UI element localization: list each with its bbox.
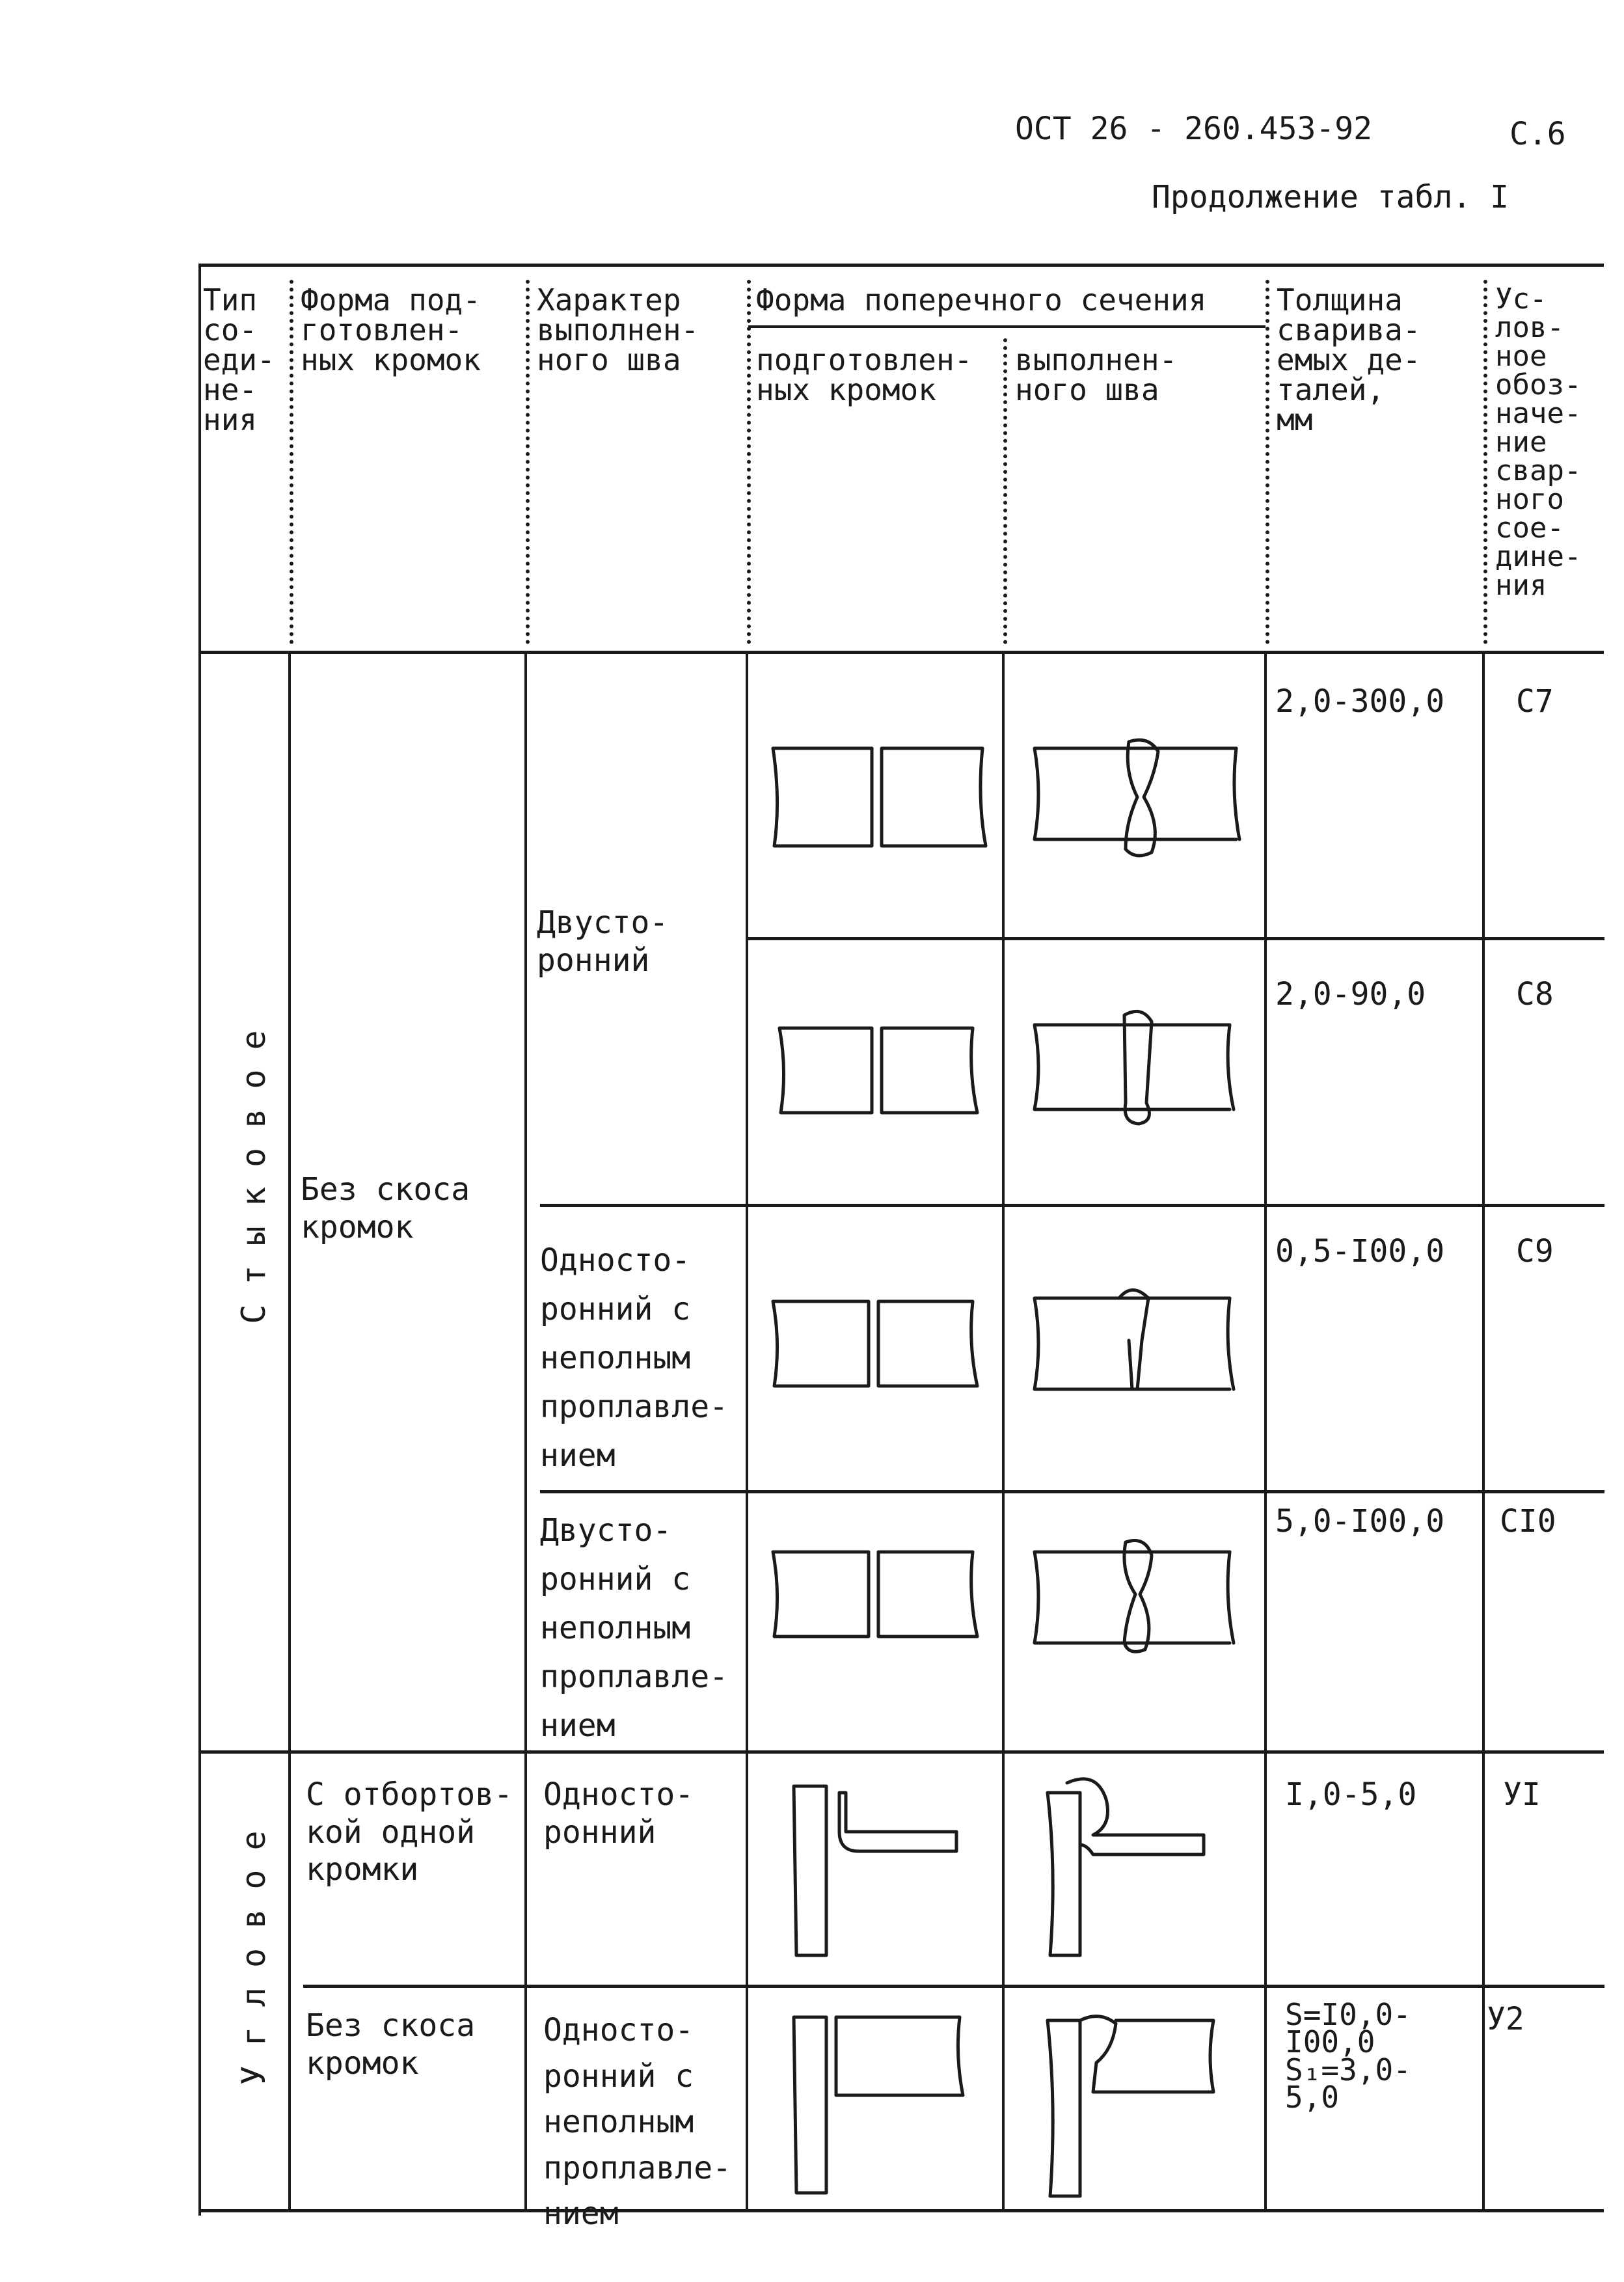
- weld-character-c7-c8: Двусто- ронний: [537, 904, 669, 979]
- designation-c9: С9: [1516, 1233, 1554, 1270]
- row-separator: [746, 937, 1604, 940]
- column-line: [524, 654, 527, 2212]
- weld-character-c10: Двусто- ронний с неполным проплавле- нием: [540, 1512, 728, 1744]
- column-line: [1482, 654, 1485, 2212]
- header-cross-section: Форма поперечного сечения: [756, 282, 1207, 318]
- designation-u2: У2: [1487, 2001, 1524, 2037]
- column-line: [1264, 654, 1267, 2212]
- header-designation: Ус- лов- ное обоз- наче- ние свар- ного сое- дине- ния: [1495, 282, 1582, 602]
- prepared-edges-sketch-u2: [787, 2011, 969, 2199]
- table-bottom-border: [198, 2209, 1604, 2212]
- header-separator: [747, 280, 751, 644]
- edge-form-corner: Без скоса кромок: [306, 2007, 476, 2082]
- row-separator: [540, 1204, 1604, 1207]
- column-line: [288, 654, 291, 2212]
- thickness-c8: 2,0-90,0: [1275, 976, 1426, 1012]
- completed-weld-sketch-c8: [1028, 1005, 1236, 1129]
- header-separator: [1483, 280, 1487, 644]
- header-separator: [1003, 338, 1007, 644]
- header-separator: [290, 280, 293, 644]
- prepared-edges-sketch-c8: [774, 1022, 982, 1119]
- completed-weld-sketch-u1: [1041, 1773, 1210, 1962]
- page-number: С.6: [1509, 116, 1566, 152]
- header-bottom-border: [198, 651, 1604, 654]
- completed-weld-sketch-c9: [1028, 1279, 1236, 1396]
- group-separator: [198, 1750, 1604, 1754]
- weld-character-c9: Односто- ронний с неполным проплавле- нием: [540, 1242, 728, 1474]
- edge-form-butt: Без скоса кромок: [301, 1171, 470, 1245]
- thickness-u2: S=I0,0- I00,0 S₁=3,0- 5,0: [1285, 1997, 1411, 2115]
- completed-weld-sketch-u2: [1041, 2007, 1220, 2203]
- designation-c10: СI0: [1500, 1503, 1556, 1540]
- header-completed-weld: выполнен- ного шва: [1015, 342, 1178, 407]
- designation-u1: УI: [1503, 1776, 1541, 1813]
- edge-form-flanged: С отбортов- кой одной кромки: [306, 1776, 513, 1888]
- header-prepared-edges: подготовлен- ных кромок: [756, 342, 973, 407]
- table-top-border: [198, 264, 1604, 267]
- prepared-edges-sketch-u1: [787, 1780, 969, 1962]
- row-separator: [540, 1490, 1604, 1493]
- column-line: [1002, 654, 1005, 2212]
- weld-character-u1: Односто- ронний: [543, 1776, 694, 1851]
- prepared-edges-sketch-c10: [768, 1545, 982, 1643]
- weld-character-u2: Односто- ронний с неполным проплавле- нием: [543, 2012, 731, 2233]
- thickness-u1: I,0-5,0: [1285, 1776, 1417, 1813]
- thickness-c9: 0,5-I00,0: [1275, 1233, 1445, 1270]
- document-code: ОСТ 26 - 260.453-92: [1015, 111, 1373, 147]
- header-separator: [1265, 280, 1269, 644]
- header-thickness: Толщина сварива- емых де- талей, мм: [1277, 282, 1421, 437]
- completed-weld-sketch-c10: [1028, 1532, 1236, 1663]
- header-weld-character: Характер выполнен- ного шва: [537, 282, 699, 377]
- designation-c8: С8: [1516, 976, 1554, 1012]
- prepared-edges-sketch-c7: [768, 742, 989, 852]
- designation-c7: С7: [1516, 683, 1554, 720]
- row-separator: [303, 1985, 1604, 1988]
- prepared-edges-sketch-c9: [768, 1295, 982, 1392]
- column-line: [746, 654, 748, 2212]
- header-separator: [526, 280, 530, 644]
- section-header-underline: [748, 325, 1265, 328]
- header-edge-form: Форма под- готовлен- ных кромок: [301, 282, 481, 377]
- completed-weld-sketch-c7: [1028, 735, 1243, 859]
- thickness-c7: 2,0-300,0: [1275, 683, 1445, 720]
- header-type: Тип со- еди- не- ния: [203, 282, 275, 437]
- table-left-border: [198, 264, 201, 2216]
- thickness-c10: 5,0-I00,0: [1275, 1503, 1445, 1540]
- table-continuation: Продолжение табл. I: [1152, 179, 1509, 215]
